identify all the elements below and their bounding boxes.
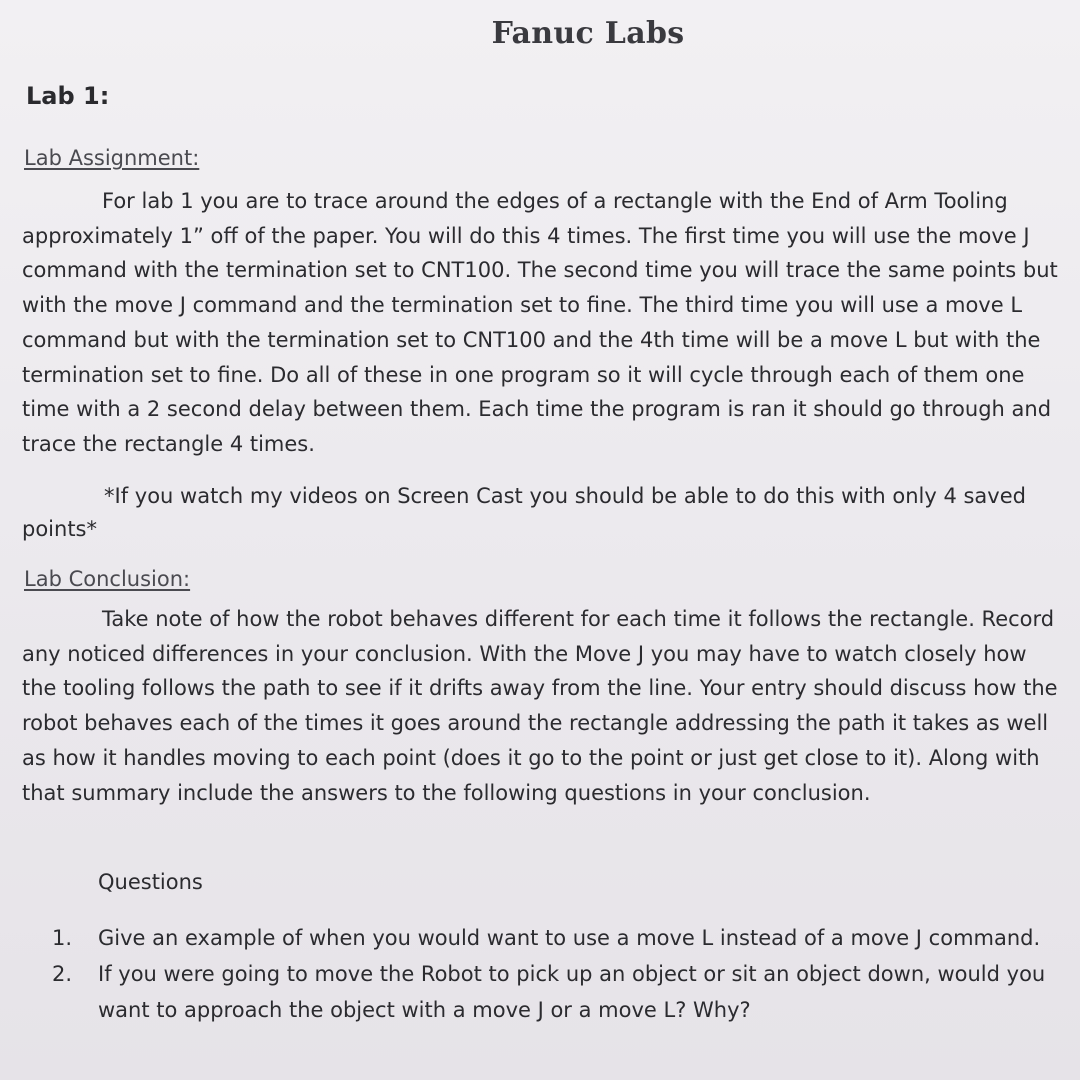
lab-assignment-body: For lab 1 you are to trace around the edges of a rectangle with the End of Arm Tooling approximately 1” off of the paper. You will do this 4 times. The first time you will use the move J command with the termination set to CNT100. The second time you will trace the same points but with the move J command and the termination set to fine. The third time you will use a move L command but with the termination set to CNT100 and the 4th time will be a move L but with the termination set to fine. Do all of these in one program so it will cycle through each of them one time with a 2 second delay between them. Each time the program is ran it should go through and trace the rectangle 4 times.	[22, 189, 1058, 456]
lab-conclusion-heading: Lab Conclusion:	[24, 567, 191, 591]
lab-assignment-heading: Lab Assignment:	[24, 146, 200, 170]
document-title: Fanuc Labs	[491, 16, 685, 51]
question-text: If you were going to move the Robot to pick up an object or sit an object down, would you want to approach the object with a move J or a move L? Why?	[98, 962, 1046, 1022]
question-number: 1.	[52, 926, 73, 950]
lab-heading: Lab 1:	[26, 82, 110, 110]
question-number: 2.	[52, 962, 73, 986]
questions-list	[52, 920, 1062, 1028]
question-item	[52, 920, 1062, 956]
saved-points-note: *If you watch my videos on Screen Cast you should be able to do this with only 4 saved points*	[22, 484, 1026, 541]
question-text: Give an example of when you would want to use a move L instead of a move J command.	[98, 926, 1041, 950]
question-item	[52, 956, 1062, 1028]
lab-conclusion-body: Take note of how the robot behaves different for each time it follows the rectangle. Record any noticed differences in your conclusion. With the Move J you may have to watch closely how the tooling follows the path to see if it drifts away from the line. Your entry should discuss how the robot behaves each of the times it goes around the rectangle addressing the path it takes as well as how it handles moving to each point (does it go to the point or just get close to it). Along with that summary include the answers to the following questions in your conclusion.	[22, 607, 1058, 805]
questions-label: Questions	[98, 870, 203, 894]
